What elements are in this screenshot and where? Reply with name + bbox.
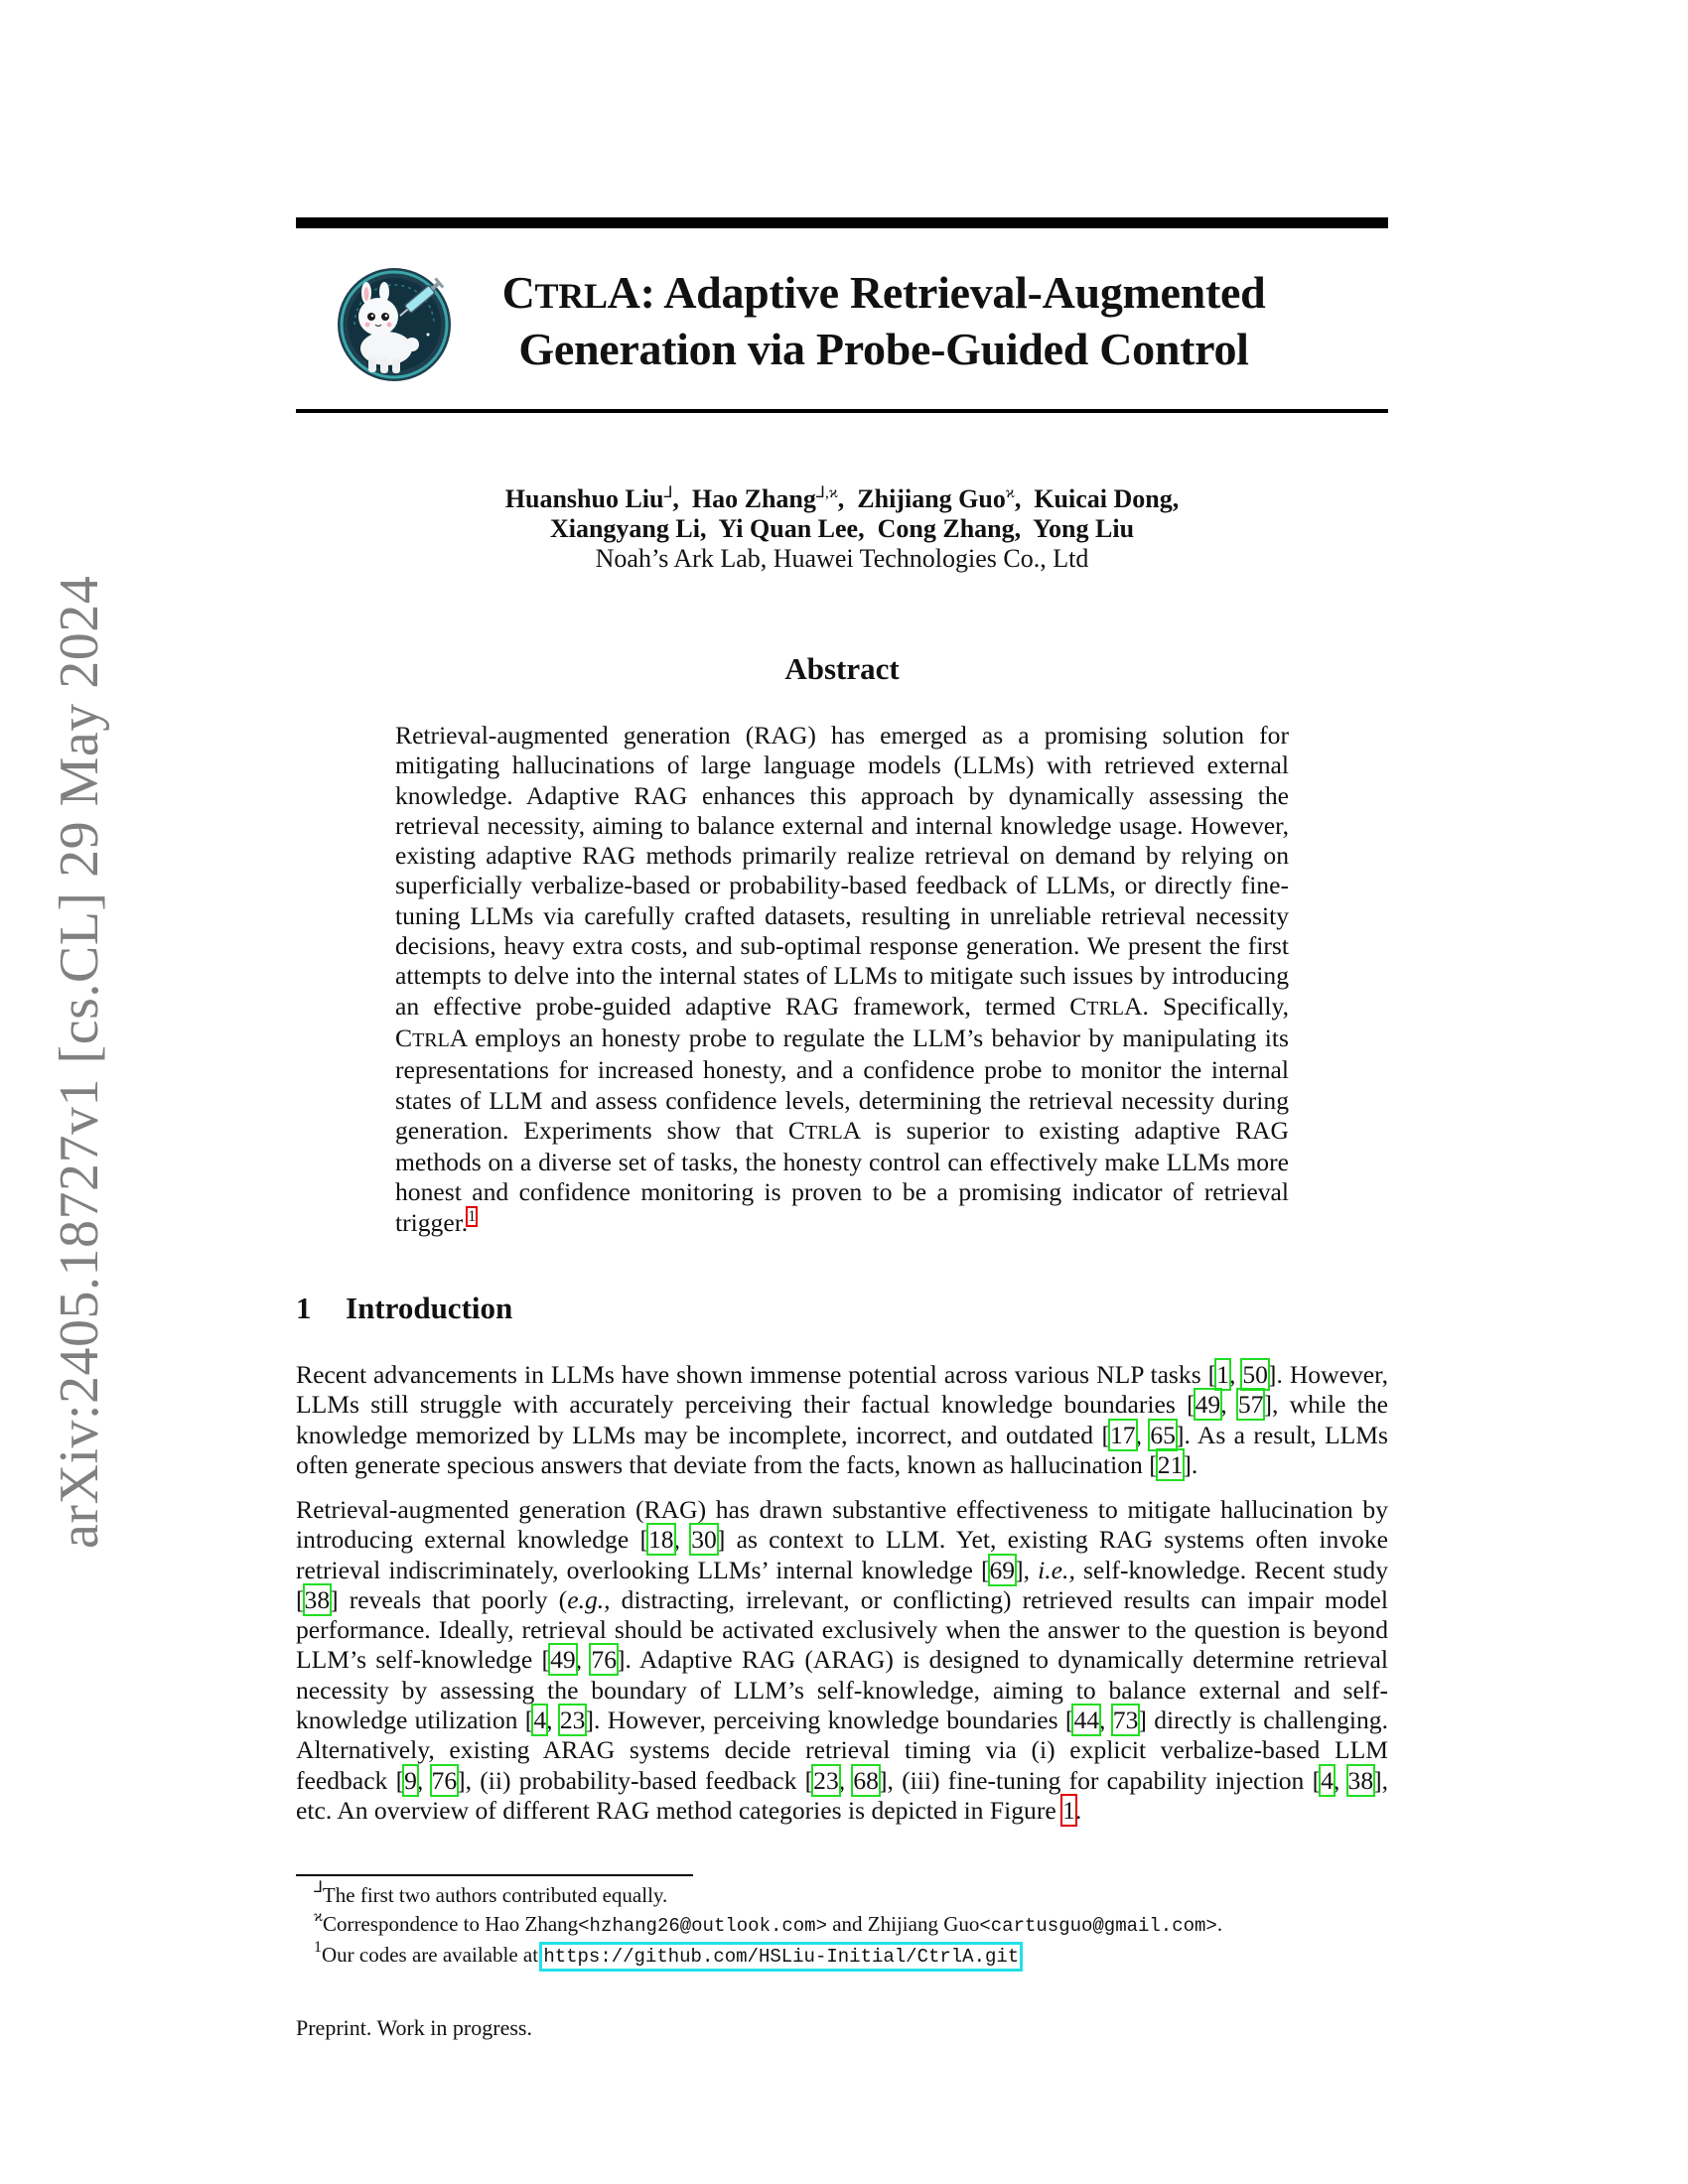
- title-line-1: CTRLA: Adaptive Retrieval-Augmented: [501, 267, 1266, 318]
- citation-link[interactable]: 38: [1347, 1765, 1374, 1795]
- citation-link[interactable]: 4: [533, 1706, 547, 1735]
- author-name: Yong Liu: [1033, 514, 1135, 543]
- intro-paragraph-2: Retrieval-augmented generation (RAG) has drawn substantive effectiveness to mitigate hallucination by introducing external knowledge [18, 30] as context to LLM. Yet, existing RAG systems often invoke retrieval indiscriminately, overlooking LLMs’ internal knowledge [69], i.e., self-knowledge. Recent study [38] reveals that poorly (e.g., distracting, irrelevant, or conflicting) retrieved results can impair model performance. Ideally, retrieval should be activated exclusively when the answer to the question is beyond LLM’s self-knowledge [49, 76]. Adaptive RAG (ARAG) is designed to dynamically determine retrieval necessity by assessing the boundary of LLM’s self-knowledge, aiming to balance external and self-knowledge utilization [4, 23]. However, perceiving knowledge boundaries [44, 73] directly is challenging. Alternatively, existing ARAG systems decide retrieval timing via (i) explicit verbalize-based LLM feedback [9, 76], (ii) probability-based feedback [23, 68], (iii) fine-tuning for capability injection [4, 38], etc. An overview of different RAG method categories is depicted in Figure 1.: [296, 1495, 1389, 1825]
- footnotes: [314, 1881, 1406, 1972]
- section-heading-introduction: 1 Introduction: [296, 1291, 513, 1325]
- arxiv-identifier-stamp: arXiv:2405.18727v1 [cs.CL] 29 May 2024: [49, 575, 110, 1549]
- author-block: [296, 484, 1388, 574]
- citation-link[interactable]: 23: [559, 1706, 586, 1735]
- citation-link[interactable]: 21: [1157, 1449, 1184, 1479]
- footnote-link-1[interactable]: 1: [468, 1207, 477, 1225]
- citation-link[interactable]: 76: [591, 1645, 617, 1675]
- citation-link[interactable]: 17: [1109, 1420, 1136, 1449]
- paper-title: [437, 266, 1331, 376]
- preprint-notice: Preprint. Work in progress.: [296, 2015, 532, 2040]
- ctrla-name: CTRLA: [1069, 991, 1143, 1021]
- citation-link[interactable]: 30: [691, 1525, 717, 1555]
- llama-with-syringe-logo-icon: [335, 265, 454, 384]
- ctrla-name: CTRLA: [787, 1115, 860, 1145]
- author-line-2: Xiangyang Li, Yi Quan Lee, Cong Zhang, Yong Liu: [549, 514, 1135, 543]
- citation-link[interactable]: 44: [1073, 1706, 1100, 1735]
- author-name: Xiangyang Li: [549, 514, 700, 543]
- citation-link[interactable]: 65: [1150, 1420, 1176, 1449]
- citation-link[interactable]: 73: [1112, 1706, 1139, 1735]
- author-name: Huanshuo Liu: [504, 484, 664, 513]
- title-bottom-rule: [296, 409, 1388, 413]
- footnote-equal-contribution: ⅃The first two authors contributed equally.: [314, 1879, 668, 1907]
- citation-link[interactable]: 23: [813, 1765, 839, 1795]
- citation-link[interactable]: 1: [1216, 1360, 1229, 1389]
- ctrla-name: CTRLA: [395, 1023, 467, 1052]
- citation-link[interactable]: 50: [1242, 1360, 1268, 1389]
- author-name: Yi Quan Lee: [718, 514, 859, 543]
- author-line-1: Huanshuo Liu⅃, Hao Zhang$^{⅃,ϰ}$, Zhijiang Guo$^ϰ$, Kuicai Dong,: [504, 484, 1180, 513]
- title-top-rule: [296, 217, 1388, 228]
- abstract-heading: Abstract: [784, 651, 900, 686]
- author-name: Kuicai Dong: [1034, 484, 1173, 513]
- affiliation: Noah’s Ark Lab, Huawei Technologies Co., Ltd: [595, 544, 1089, 573]
- github-url-link[interactable]: https://github.com/HSLiu-Initial/CtrlA.git: [543, 1946, 1020, 1968]
- citation-link[interactable]: 76: [431, 1765, 458, 1795]
- citation-link[interactable]: 49: [1195, 1390, 1221, 1420]
- abstract-body: Retrieval-augmented generation (RAG) has emerged as a promising solution for mitigating hallucinations of large language models (LLMs) with retrieved external knowledge. Adaptive RAG enhances this approach by dynamically assessing the retrieval necessity, aiming to balance external and internal knowledge usage. However, existing adaptive RAG methods primarily realize retrieval on demand by relying on superficially verbalize-based or probability-based feedback of LLMs, or directly fine-tuning LLMs via carefully crafted datasets, resulting in unreliable retrieval necessity decisions, heavy extra costs, and sub-optimal response generation. We present the first attempts to delve into the internal states of LLMs to mitigate such issues by introducing an effective probe-guided adaptive RAG framework, termed CTRLA. Specifically, CTRLA employs an honesty probe to regulate the LLM’s behavior by manipulating its representations for increased honesty, and a confidence probe to monitor the internal states of LLM and assess confidence levels, determining the retrieval necessity during generation. Experiments show that CTRLA is superior to existing adaptive RAG methods on a diverse set of tasks, the honesty control can effectively make LLMs more honest and confidence monitoring is proven to be a promising indicator of retrieval trigger.$^1$: [395, 721, 1289, 1237]
- email-link[interactable]: <hzhang26@outlook.com>: [578, 1915, 827, 1937]
- author-name: Hao Zhang: [691, 484, 816, 513]
- footnote-correspondence: $^ϰ$Correspondence to Hao Zhang<hzhang26@outlook.com> and Zhijiang Guo<cartusguo@gmail.com>.: [314, 1908, 1223, 1937]
- citation-link[interactable]: 38: [304, 1584, 331, 1614]
- citation-link[interactable]: 57: [1237, 1390, 1264, 1420]
- intro-paragraph-1: Recent advancements in LLMs have shown immense potential across various NLP tasks [1, 50]. However, LLMs still struggle with accurately perceiving their factual knowledge boundaries [49, 57], while the knowledge memorized by LLMs may be incomplete, incorrect, and outdated [17, 65]. As a result, LLMs often generate specious answers that deviate from the facts, known as hallucination [21].: [296, 1360, 1388, 1479]
- author-name: Zhijiang Guo: [857, 484, 1006, 513]
- footnote-code: $^1$Our codes are available at https://github.com/HSLiu-Initial/CtrlA.git: [314, 1939, 1020, 1968]
- citation-link[interactable]: 69: [989, 1555, 1016, 1584]
- email-link[interactable]: <cartusguo@gmail.com>: [979, 1915, 1217, 1937]
- citation-link[interactable]: 49: [550, 1645, 576, 1675]
- citation-link[interactable]: 9: [404, 1765, 417, 1795]
- figure-ref-link[interactable]: 1: [1062, 1795, 1075, 1825]
- citation-link[interactable]: 68: [853, 1765, 879, 1795]
- citation-link[interactable]: 4: [1321, 1765, 1334, 1795]
- footnote-divider: [296, 1874, 693, 1876]
- author-name: Cong Zhang: [877, 514, 1015, 543]
- citation-link[interactable]: 18: [647, 1525, 674, 1555]
- title-line-2: Generation via Probe-Guided Control: [518, 324, 1249, 374]
